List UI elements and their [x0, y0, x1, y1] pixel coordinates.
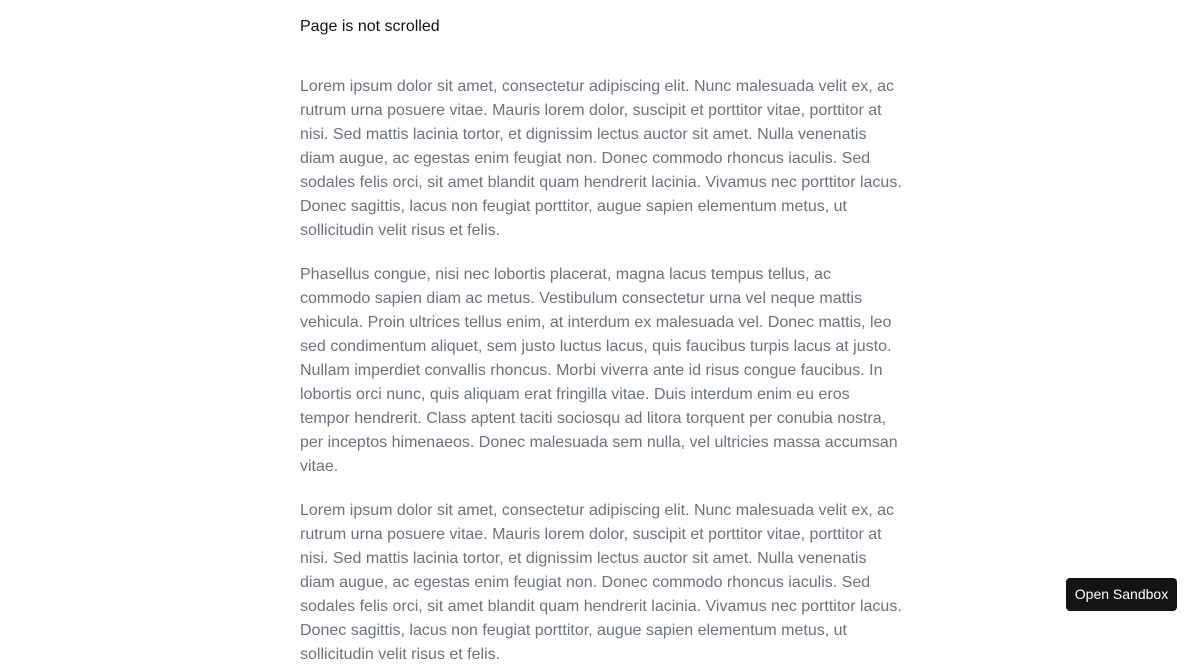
scroll-status-text: Page is not scrolled	[300, 18, 440, 35]
open-sandbox-button[interactable]: Open Sandbox	[1066, 578, 1177, 611]
content-column	[300, 0, 902, 667]
paragraph-1: Lorem ipsum dolor sit amet, consectetur adipiscing elit. Nunc malesuada velit ex, ac rutrum urna posuere vitae. Mauris lorem dolor, suscipit et porttitor vitae, porttitor at nisi. Sed mattis lacinia tortor, et dignissim lectus auctor sit amet. Nulla venenatis diam augue, ac egestas enim feugiat non. Donec commodo rhoncus iaculis. Sed sodales felis orci, sit amet blandit quam hendrerit lacinia. Vivamus nec porttitor lacus. Donec sagittis, lacus non feugiat porttitor, augue sapien elementum metus, ut sollicitudin velit risus et felis.	[300, 78, 902, 239]
paragraph-3: Lorem ipsum dolor sit amet, consectetur adipiscing elit. Nunc malesuada velit ex, ac rutrum urna posuere vitae. Mauris lorem dolor, suscipit et porttitor vitae, porttitor at nisi. Sed mattis lacinia tortor, et dignissim lectus auctor sit amet. Nulla venenatis diam augue, ac egestas enim feugiat non. Donec commodo rhoncus iaculis. Sed sodales felis orci, sit amet blandit quam hendrerit lacinia. Vivamus nec porttitor lacus. Donec sagittis, lacus non feugiat porttitor, augue sapien elementum metus, ut sollicitudin velit risus et felis.	[300, 502, 902, 663]
paragraph-2: Phasellus congue, nisi nec lobortis placerat, magna lacus tempus tellus, ac commodo sapien diam ac metus. Vestibulum consectetur urna vel neque mattis vehicula. Proin ultrices tellus enim, at interdum ex malesuada vel. Donec mattis, leo sed condimentum aliquet, sem justo luctus lacus, quis faucibus turpis lacus at justo. Nullam imperdiet convallis rhoncus. Morbi viverra ante id risus congue faucibus. In lobortis orci nunc, quis aliquam erat fringilla vitae. Duis interdum enim eu eros tempor hendrerit. Class aptent taciti sociosqu ad litora torquent per conubia nostra, per inceptos himenaeos. Donec malesuada sem nulla, vel ultricies massa accumsan vitae.	[300, 266, 898, 475]
